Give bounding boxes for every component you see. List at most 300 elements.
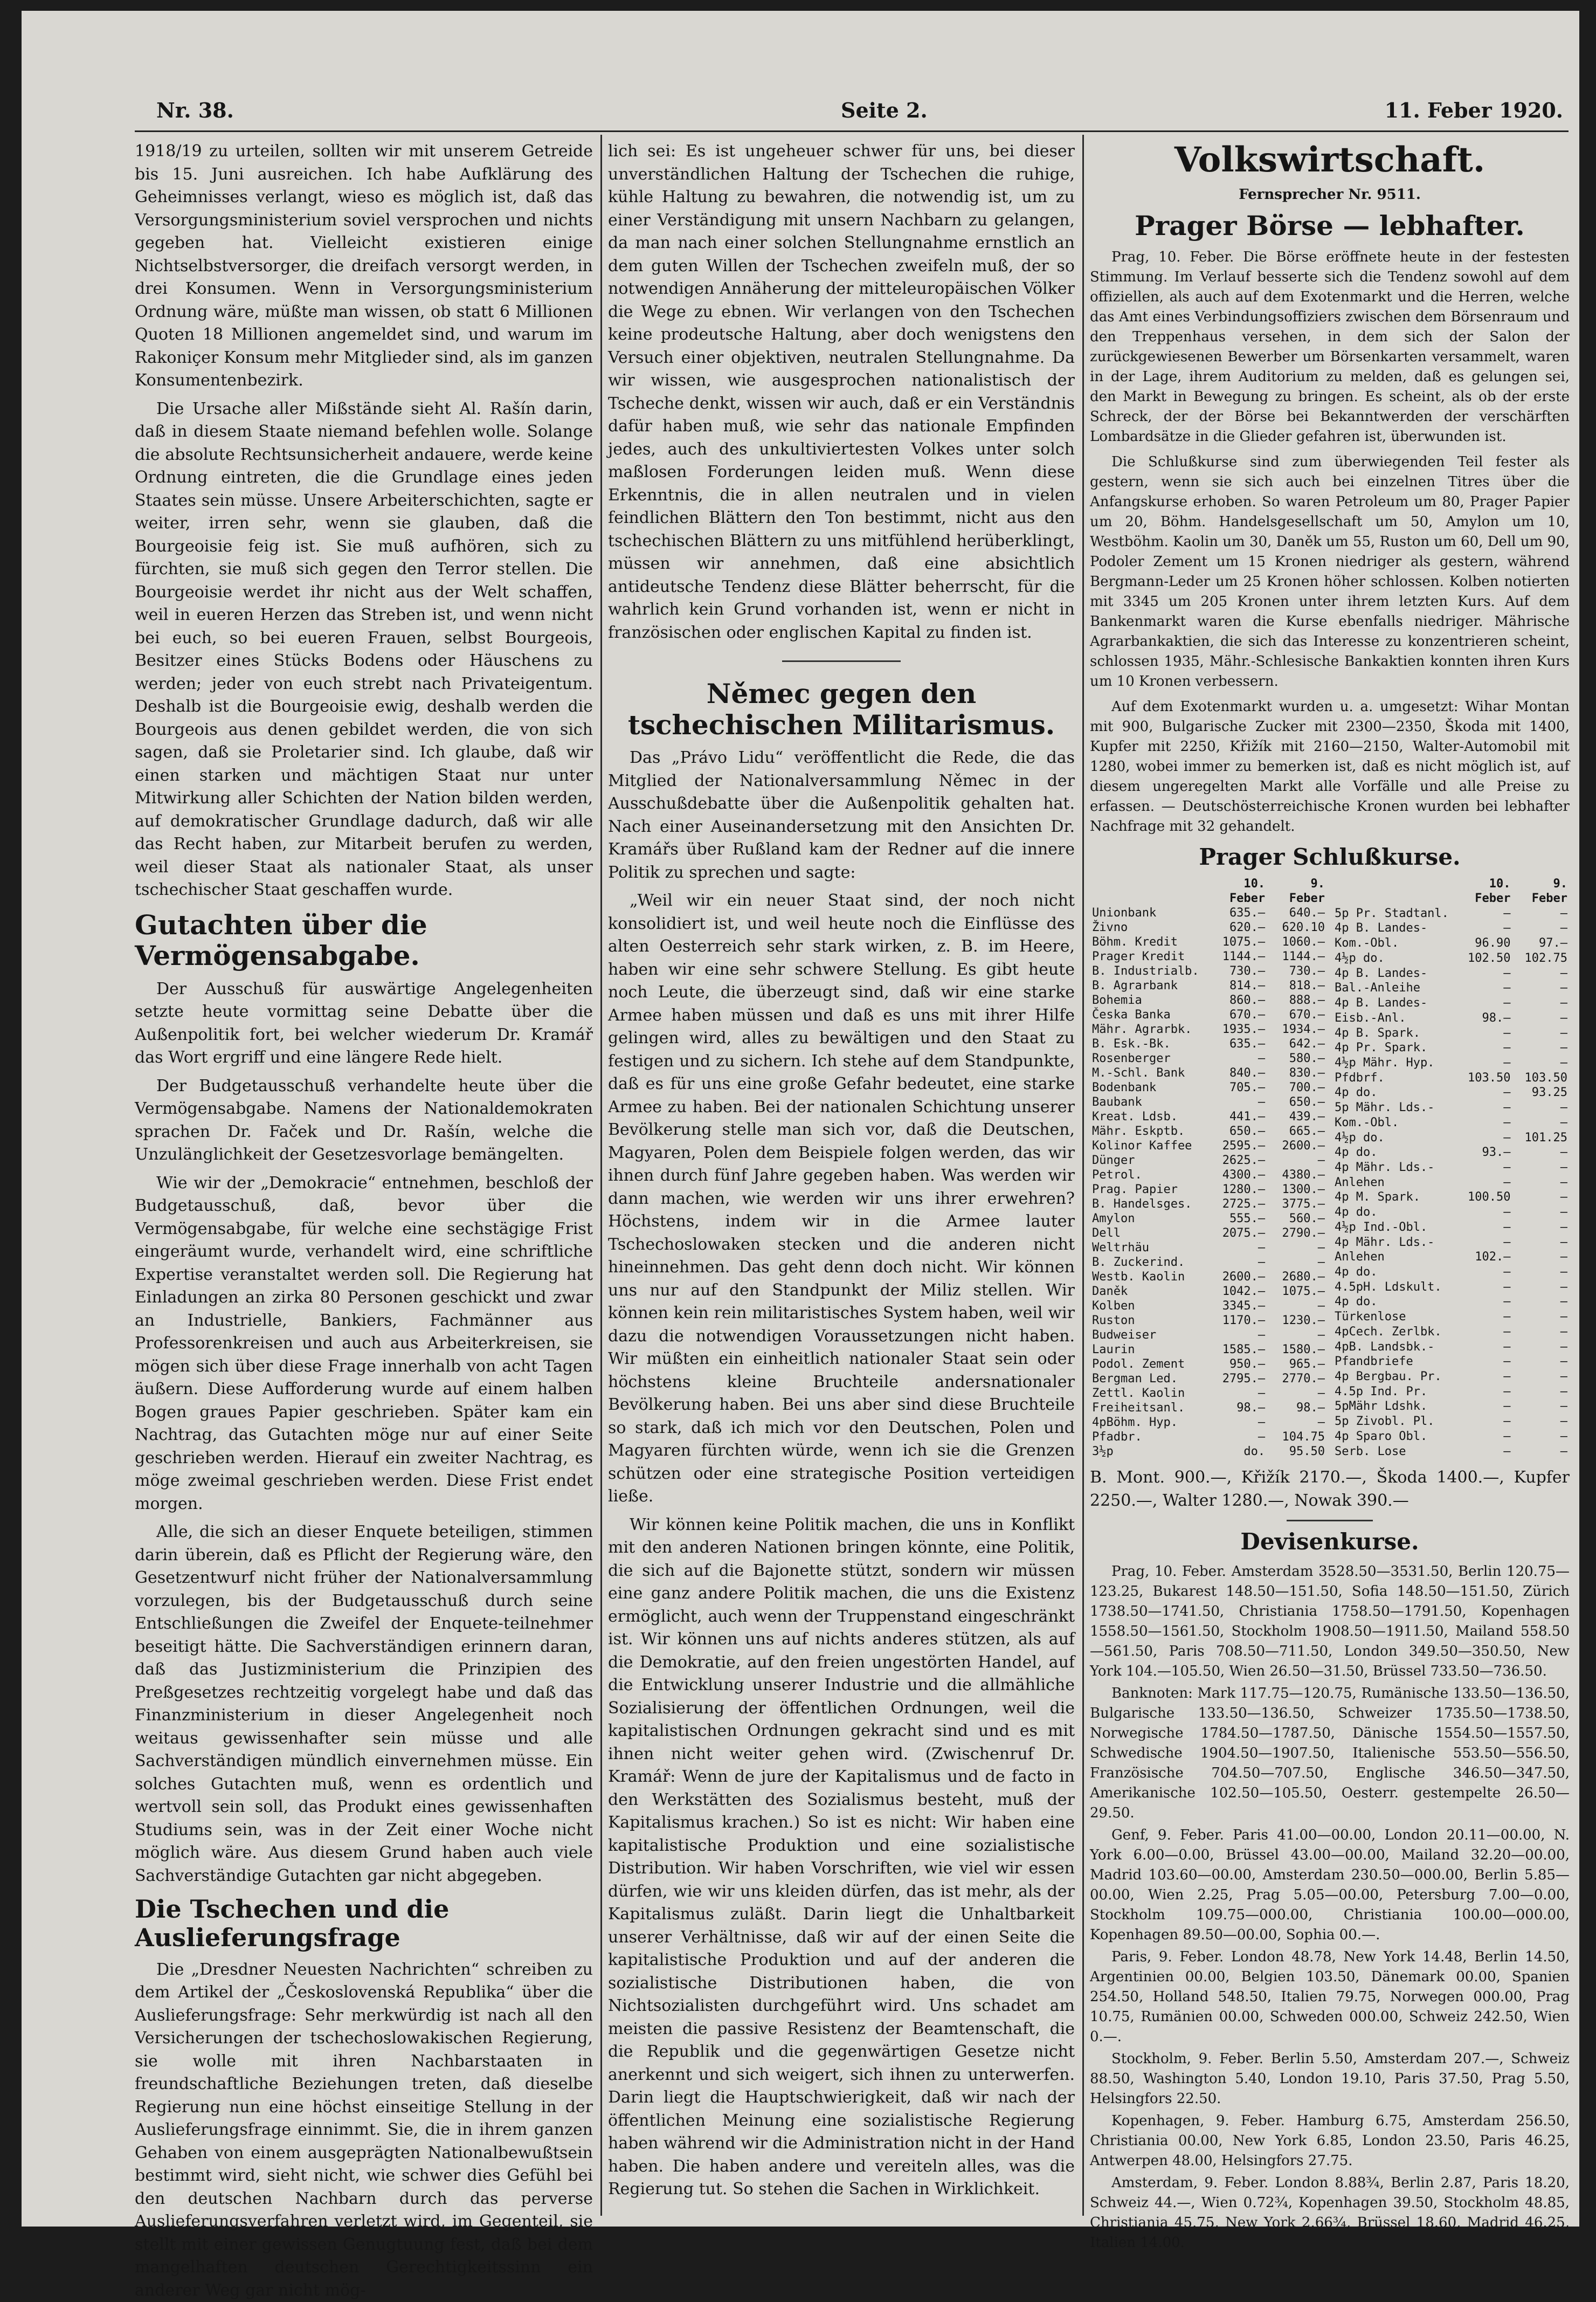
devisen-paragraph: Genf, 9. Feber. Paris 41.00—00.00, London 20.11—00.00, N. York 6.00—0.00, Brüssel 43.00—00.00, Mailand 32.20—00.00, Madrid 103.60—00.00, Amsterdam 230.50—000.00, Berlin 5.85—00.00, Wien 2.25, Prag 5.05—00.00, Petersburg 7.00—0.00, Stockholm 109.75—000.00, Christiania 100.00—000.00, Kopenhagen 89.50—00.00, Sophia 00.—. [1090, 1827, 1570, 1943]
table-row [1090, 1270, 1327, 1284]
security-name: Pfdbrf. [1335, 1071, 1385, 1085]
quote-value: 705.— [1229, 1081, 1266, 1095]
security-name: 4pBöhm. Hyp. [1092, 1416, 1178, 1430]
quote-value: — [1317, 1387, 1325, 1401]
security-name: Westb. Kaolin [1092, 1270, 1185, 1284]
security-name: 4pCech. Zerlbk. [1335, 1325, 1442, 1339]
quote-value: 104.75 [1282, 1430, 1325, 1444]
quote-value: 950.— [1229, 1357, 1266, 1371]
quote-value: 635.— [1229, 1037, 1266, 1051]
quote-value: — [1503, 1220, 1511, 1234]
quote-value: — [1317, 1328, 1325, 1342]
table-row [1090, 1430, 1327, 1444]
quote-value: — [1317, 1416, 1325, 1430]
quote-value: — [1560, 1011, 1567, 1025]
table-row [1332, 921, 1570, 936]
col2-paragraph: Das „Právo Lidu“ veröffentlicht die Rede, die das Mitglied der Nationalversammlung Němec in der Ausschußdebatte über die Außenpolitik gehalten hat. Nach einer Auseinandersetzung mit den Ansichten Dr. Kramářs über Rußland kam der Redner auf die innere Politik zu sprechen und sagte: [608, 748, 1075, 882]
quote-value: — [1560, 1400, 1567, 1414]
quote-value: — [1503, 1340, 1511, 1354]
table-row [1332, 1205, 1570, 1220]
quote-value: — [1503, 1101, 1511, 1115]
quote-value: 439.— [1289, 1110, 1325, 1124]
table-header: 10. Feber [1229, 877, 1266, 906]
table-row [1332, 1369, 1570, 1384]
quote-value: — [1503, 1205, 1511, 1219]
quote-value: — [1560, 1370, 1567, 1384]
security-name: Dell [1092, 1226, 1121, 1240]
quote-value: 1935.— [1222, 1023, 1266, 1037]
quote-value: 840.— [1229, 1066, 1266, 1080]
security-name: Kom.-Obl. [1335, 936, 1399, 950]
security-name: Podol. Zement [1092, 1357, 1185, 1371]
quote-value: — [1317, 1256, 1325, 1270]
devisen-paragraph: Prag, 10. Feber. Amsterdam 3528.50—3531.50, Berlin 120.75—123.25, Bukarest 148.50—151.50, Sofia 148.50—151.50, Zürich 1738.50—1741.50, Christiania 1758.50—1791.50, Kopenhagen 1558.50—1561.50, Stockholm 1908.50—1911.50, Mailand 558.50—561.50, Paris 708.50—711.50, London 349.50—350.50, New York 104.—105.50, Wien 26.50—31.50, Brüssel 733.50—736.50. [1090, 1563, 1570, 1679]
table-row [1332, 966, 1570, 981]
quote-value: 101.25 [1524, 1131, 1567, 1145]
quote-value: 2595.— [1222, 1139, 1266, 1153]
table-row [1090, 1415, 1327, 1430]
security-name: 4.5pH. Ldskult. [1335, 1280, 1442, 1294]
security-name: Pfadbr. [1092, 1430, 1142, 1444]
quote-value: 100.50 [1467, 1190, 1511, 1204]
table-row [1090, 1051, 1327, 1066]
col3-paragraph: Auf dem Exotenmarkt wurden u. a. umgesetzt: Wihar Montan mit 900, Bulgarische Zucker mit 2300—2350, Škoda mit 1400, Kupfer mit 2250, Křižík mit 2160—2150, Walter-Automobil mit 1280, wobei immer zu bemerken ist, daß es nicht möglich ist, auf diesem ungeregelten Markt alle Vorfälle und alle Preise zu erfassen. — Deutschösterreichische Kronen wurden bei lebhafter Nachfrage mit 32 gehandelt. [1090, 699, 1570, 835]
quote-value: 2725.— [1222, 1197, 1266, 1211]
quote-value: 650.— [1289, 1095, 1325, 1109]
table-row [1090, 906, 1327, 920]
security-name: Anlehen [1335, 1175, 1385, 1189]
quote-value: 1075.— [1222, 935, 1266, 949]
section-heading-volkswirtschaft: Volkswirtschaft. [1174, 140, 1486, 180]
security-name: 4p B. Landes- [1335, 996, 1428, 1010]
table-row [1090, 1357, 1327, 1371]
table-row [1090, 1153, 1327, 1168]
quote-value: 1300.— [1282, 1183, 1325, 1197]
quote-value: — [1560, 906, 1567, 920]
col1-paragraph: Alle, die sich an dieser Enquete beteiligen, stimmen darin überein, daß es Pflicht der Regierung wäre, den Gesetzentwurf nicht früher der Nationalversammlung vorzulegen, bis der Budgetausschuß durch seine Entschließungen die Zweifel der Enquete-teilnehmer beseitigt hätte. Die Sachverständigen erinnern daran, daß das Justizministerium die Prinzipien des Preßgesetzes rechtzeitig vorgelegt habe und daß das Finanzministerium in dieser Angelegenheit noch weitaus gewissenhafter sein müsse und alle Sachverständigen mündlich einvernehmen müsse. Ein solches Gutachten muß, wenn es ordentlich und wertvoll sein soll, das Produkt eines gewissenhaften Studiums sein, was in der Zeit einer Woche nicht möglich wäre. Aus diesem Grund haben auch viele Sachverständige Gutachten gar nicht abgegeben. [135, 1522, 593, 1885]
table-row [1332, 1294, 1570, 1309]
security-name: Ruston [1092, 1314, 1135, 1328]
table-row [1332, 1265, 1570, 1280]
table-row [1090, 1386, 1327, 1401]
quote-value: — [1503, 1295, 1511, 1309]
quote-value: do. [1243, 1445, 1266, 1459]
security-name: 4p B. Landes- [1335, 921, 1428, 935]
table-row [1332, 1100, 1570, 1115]
security-name: Kolben [1092, 1299, 1135, 1313]
table-row [1090, 1342, 1327, 1357]
quote-value: — [1258, 1416, 1266, 1430]
quote-value: 640.— [1289, 906, 1325, 920]
col2-paragraph: Wir können keine Politik machen, die uns in Konflikt mit den anderen Nationen bringen könnte, eine Politik, die sich auf die Bajonette stützt, sondern wir müssen eine ganz andere Politik machen, die uns die Existenz ermöglicht, auch wenn der Truppenstand eingeschränkt ist. Wir können uns auf nichts anderes stützen, als auf die Demokratie, auf den freien ungestörten Handel, auf die Entwicklung unserer Industrie und die allmähliche Sozialisierung der öffentlichen Ordnungen, weil die kapitalistischen Ordnungen gekracht sind und es mit ihnen nicht weiter gehen wird. (Zwischenruf Dr. Kramář: Wenn de jure der Kapitalismus und de facto in den Werkstätten des Sozialismus besteht, muß der Kapitalismus krachen.) So ist es nicht: Wir haben eine kapitalistische Produktion und eine sozialistische Distribution. Wir haben Vorschriften, wie viel wir essen dürfen, wie wir uns kleiden dürfen, das ist mehr, als der Kapitalismus zuläßt. Darin liegt die Unhaltbarkeit unserer Verhältnisse, daß wir auf der einen Seite die kapitalistische Produktion und auf der anderen die sozialistische Distributionen haben, die von Nichtsozialisten durchgeführt wird. Uns schadet am meisten die passive Resistenz der Beamtenschaft, die die Republik und die gegenwärtigen Gesetze nicht anerkennt und sich weigert, sich ihnen zu unterwerfen. Darin liegt die Hauptschwierigkeit, daß wir nach der öffentlichen Meinung eine sozialistische Regierung haben während wir die Administration nicht in der Hand haben. Die haben andere und vereiteln alles, was die Regierung tut. So stehen die Sachen in Wirklichkeit. [608, 1515, 1075, 2198]
col3-paragraph: Prag, 10. Feber. Die Börse eröffnete heute in der festesten Stimmung. Im Verlauf besserte sich die Tendenz sowohl auf dem offiziellen, als auch auf dem Exotenmarkt und die Herren, welche das Amt eines Verbindungsoffiziers zwischen dem Börsenraum und den Treppenhaus versehen, in dem sich der Salon der zurückgewiesenen Bewerber um Börsenkarten versammelt, waren in der Lage, ihrem Auditorium zu melden, daß es gelungen sei, den Markt in Bewegung zu bringen. Es scheint, als ob der erste Schreck, der der Börse bei Bekanntwerden der verschärften Lombardsätze in die Glieder gefahren ist, überwunden ist. [1090, 249, 1570, 445]
security-name: 4p B. Landes- [1335, 966, 1428, 980]
table-row [1332, 1219, 1570, 1235]
security-name: 4½p do. [1335, 1131, 1385, 1145]
security-name: Prager Kredit [1092, 950, 1185, 964]
quote-value: — [1560, 1146, 1567, 1160]
table-row [1332, 1115, 1570, 1130]
quote-value: — [1503, 981, 1511, 995]
quote-value: 96.90 [1475, 936, 1511, 950]
col1-paragraph: Der Ausschuß für auswärtige Angelegenheiten setzte heute vormittag seine Debatte über die Außenpolitik fort, bei welcher wiederum Dr. Kramář das Wort ergriff und eine längere Rede hielt. [135, 979, 593, 1067]
quote-value: — [1503, 1384, 1511, 1398]
quote-value: — [1503, 1131, 1511, 1145]
table-row [1090, 1109, 1327, 1124]
security-name: Baubank [1092, 1095, 1142, 1109]
quote-value: 98.— [1236, 1401, 1266, 1415]
table-header: 9. Feber [1531, 877, 1567, 906]
security-name: 4p M. Spark. [1335, 1190, 1420, 1204]
table-row [1332, 1354, 1570, 1369]
quote-value: 98.— [1296, 1401, 1325, 1415]
quote-value: — [1503, 1444, 1511, 1458]
quote-value: 93.— [1482, 1146, 1511, 1160]
security-name: Dünger [1092, 1154, 1135, 1168]
column-1 [135, 140, 593, 2300]
quote-value: — [1258, 1430, 1266, 1444]
quote-value: — [1503, 906, 1511, 920]
table-row [1332, 1175, 1570, 1190]
col1-paragraph: Die Ursache aller Mißstände sieht Al. Rašín darin, daß in diesem Staate niemand befehlen wolle. Solange die absolute Rechtsunsicherheit andauere, werde keine Ordnung eintreten, die die Grundlage eines jeden Staates sein müsse. Unsere Arbeiterschichten, sagte er weiter, irren sehr, wenn sie glauben, daß die Bourgeoisie feig ist. Sie muß aufhören, sich zu fürchten, sie muß sich gegen den Terror stellen. Die Bourgeoisie werdet ihr nicht aus der Welt schaffen, weil in eueren Herzen das Streben ist, und wenn nicht bei euch, so bei eueren Frauen, selbst Bourgeois, Besitzer eines Stücks Bodens oder Häuschens zu werden; jeder von euch strebt nach Privateigentum. Deshalb ist die Bourgeoisie ewig, deshalb werden die Bourgeois aus denen gebildet werden, die von sich sagen, daß sie Proletarier sind. Ich glaube, daß wir einen starken und mächtigen Staat nur unter Mitwirkung aller Schichten der Nation bilden werden, auf demokratischer Grundlage dadurch, daß wir alle das Recht haben, zur Mitarbeit berufen zu werden, weil dieser Staat als nationaler Staat, als unser tschechischer Staat geschaffen wurde. [135, 399, 593, 899]
table-row [1332, 981, 1570, 996]
security-name: Bohemia [1092, 994, 1142, 1008]
table-row [1090, 1444, 1327, 1459]
security-name: Türkenlose [1335, 1310, 1406, 1324]
quote-value: 93.25 [1531, 1086, 1567, 1100]
quote-value: — [1560, 1101, 1567, 1115]
quote-value: — [1317, 1241, 1325, 1255]
table-row [1090, 1299, 1327, 1313]
quote-value: 2625.— [1222, 1154, 1266, 1168]
quote-value: — [1503, 1310, 1511, 1324]
devisen-paragraph: Banknoten: Mark 117.75—120.75, Rumänische 133.50—136.50, Bulgarische 133.50—136.50, Schweizer 1735.50—1738.50, Norwegische 1784.50—1787.50, Dänische 1554.50—1557.50, Schwedische 1904.50—1907.50, Italienische 553.50—556.50, Französische 704.50—707.50, Englische 346.50—347.50, Amerikanische 102.50—105.50, Oesterr. gestempelte 26.50—29.50. [1090, 1685, 1570, 1821]
table-row [1332, 1010, 1570, 1025]
quote-value: — [1503, 1429, 1511, 1443]
security-name: Bal.-Anleihe [1335, 981, 1420, 995]
quote-value: 1230.— [1282, 1314, 1325, 1328]
security-name: Pfandbriefe [1335, 1355, 1413, 1369]
quote-value: — [1560, 966, 1567, 980]
quote-value: 965.— [1289, 1357, 1325, 1371]
quotes-table-left [1090, 877, 1327, 1459]
security-name: Freiheitsanl. [1092, 1401, 1185, 1415]
quote-value: — [1560, 1295, 1567, 1309]
security-name: Mähr. Agrarbk. [1092, 1023, 1192, 1037]
security-name: Živno [1092, 921, 1128, 935]
issue-number: Nr. 38. [156, 98, 234, 122]
table-row [1090, 1401, 1327, 1415]
quote-value: 2600.— [1222, 1270, 1266, 1284]
quote-value: 665.— [1289, 1125, 1325, 1139]
table-row [1332, 996, 1570, 1011]
security-name: 5p Zivobl. Pl. [1335, 1415, 1435, 1429]
quote-value: 1144.— [1282, 950, 1325, 964]
quotes-table-right [1332, 877, 1570, 1459]
security-name: 3½p [1092, 1445, 1114, 1459]
security-name: 4½p Ind.-Obl. [1335, 1220, 1428, 1234]
quote-value: — [1503, 1026, 1511, 1040]
quote-value: — [1560, 1205, 1567, 1219]
security-name: B. Agrarbank [1092, 979, 1178, 993]
header-rule [135, 130, 1569, 132]
quote-value: 1934.— [1282, 1023, 1325, 1037]
table-row [1332, 1235, 1570, 1250]
quote-value: — [1560, 1056, 1567, 1070]
security-name: 4p Sparo Obl. [1335, 1429, 1428, 1443]
article-heading-nemec: Němec gegen den tschechischen Militarismus. [627, 678, 1055, 741]
table-row [1090, 1095, 1327, 1109]
security-name: Amylon [1092, 1212, 1135, 1226]
quote-value: 1042.— [1222, 1285, 1266, 1299]
col3-paragraph: Die Schlußkurse sind zum überwiegenden Teil fester als gestern, wenn sie sich auch bei einzelnen Titres über die Anfangskurse erhoben. So waren Petroleum um 80, Prager Papier um 20, Böhm. Handelsgesellschaft um 50, Amylon um 10, Westböhm. Kaolin um 30, Daněk um 55, Ruston um 60, Dell um 90, Podoler Zement um 15 Kronen niedriger als gestern, während Bergmann-Leder um 25 Kronen höher schlossen. Kolben notierten mit 3345 um 205 Kronen unter ihrem letzten Kurs. Auf dem Bankenmarkt waren die Kurse ebenfalls niedriger. Mährische Agrarbankaktien, die sich das Interesse zu konzentrieren scheint, schlossen 1935, Mähr.-Schlesische Bankaktien konnten ihren Kurs um 10 Kronen verbessern. [1090, 454, 1570, 690]
quote-value: — [1258, 1256, 1266, 1270]
table-row [1332, 1414, 1570, 1429]
table-row [1090, 1226, 1327, 1240]
quote-value: 642.— [1289, 1037, 1325, 1051]
quote-value: 4380.— [1282, 1168, 1325, 1182]
article-separator [782, 660, 901, 662]
quote-value: — [1560, 1190, 1567, 1204]
security-name: 4p Pr. Spark. [1335, 1041, 1428, 1055]
article-heading-gutachten: Gutachten über die Vermögensabgabe. [135, 908, 427, 971]
security-name: 4p do. [1335, 1295, 1378, 1309]
quote-value: — [1560, 1384, 1567, 1398]
security-name: Kom.-Obl. [1335, 1115, 1399, 1129]
column-2 [608, 140, 1075, 2221]
table-row [1090, 1182, 1327, 1197]
quote-value: — [1560, 1265, 1567, 1279]
table-row [1332, 1339, 1570, 1354]
table-header [1090, 877, 1201, 906]
quote-value: — [1560, 1280, 1567, 1294]
security-name: 4p Mähr. Lds.- [1335, 1235, 1435, 1249]
quote-value: — [1560, 1429, 1567, 1443]
quote-value: 103.50 [1524, 1071, 1567, 1085]
table-row [1090, 993, 1327, 1008]
security-name: Unionbank [1092, 906, 1157, 920]
column-rule-1 [600, 135, 602, 2216]
quote-value: — [1503, 1415, 1511, 1429]
security-name: M.-Schl. Bank [1092, 1066, 1185, 1080]
quote-value: — [1503, 1370, 1511, 1384]
quote-value: 2790.— [1282, 1226, 1325, 1240]
quote-value: — [1560, 1026, 1567, 1040]
table-row [1332, 1160, 1570, 1175]
col1-paragraph: Die „Dresdner Neuesten Nachrichten“ schreiben zu dem Artikel der „Československá Republika“ über die Auslieferungsfrage: Sehr merkwürdig ist nach all den Versicherungen der tschechoslowakischen Regierung, sie wolle mit ihren Nachbarstaaten in freundschaftliche Beziehungen treten, daß dieselbe Regierung nun eine höchst einseitige Stellung in der Auslieferungsfrage einnimmt. Sie, die in ihrem ganzen Gehaben von einem ausgeprägten Nationalbewußtsein bestimmt wird, sieht nicht, wie schwer dies Gefühl bei den deutschen Nachbarn durch das perverse Auslieferungsverfahren verletzt wird, im Gegenteil, sie stellt mit einer gewissen Genugtuung fest, daß bei dem mangelhaften deutschen Gerechtigkeitssinn ein anderer Weg gar nicht mög- [135, 1960, 593, 2300]
table-row [1332, 1145, 1570, 1160]
quote-value: 700.— [1289, 1081, 1325, 1095]
table-row [1090, 964, 1327, 978]
quote-value: 1585.— [1222, 1343, 1266, 1357]
quote-value: — [1560, 921, 1567, 935]
table-row [1090, 1124, 1327, 1139]
devisen-paragraph: Stockholm, 9. Feber. Berlin 5.50, Amsterdam 207.—, Schweiz 88.50, Washington 5.40, London 19.10, Paris 37.50, Prag 5.50, Helsingfors 22.50. [1090, 2050, 1570, 2107]
table-row [1332, 1309, 1570, 1325]
quote-value: — [1503, 1235, 1511, 1249]
table-row [1090, 1080, 1327, 1095]
column-rule-2 [1082, 135, 1084, 2216]
quote-value: 860.— [1229, 994, 1266, 1008]
quote-value: 102.— [1475, 1250, 1511, 1264]
table-row [1332, 1384, 1570, 1399]
quote-value: 95.50 [1289, 1445, 1325, 1459]
quote-value: — [1560, 996, 1567, 1010]
quote-value: — [1560, 1325, 1567, 1339]
quote-value: 650.— [1229, 1125, 1266, 1139]
table-row [1332, 1070, 1570, 1085]
table-row [1332, 1085, 1570, 1100]
quote-value: — [1503, 1041, 1511, 1055]
table-row [1090, 935, 1327, 949]
quote-value: — [1503, 1175, 1511, 1189]
quote-value: 2680.— [1282, 1270, 1325, 1284]
quote-value: 670.— [1289, 1008, 1325, 1022]
page-header [135, 92, 1569, 129]
table-row [1090, 978, 1327, 993]
quotes-tables [1090, 877, 1570, 1459]
quote-value: — [1560, 1041, 1567, 1055]
security-name: Petrol. [1092, 1168, 1142, 1182]
quote-value: — [1560, 981, 1567, 995]
article-heading-boerse: Prager Börse — lebhafter. [1135, 209, 1525, 242]
quote-value: — [1503, 1086, 1511, 1100]
devisen-paragraph: Amsterdam, 9. Feber. London 8.88¾, Berlin 2.87, Paris 18.20, Schweiz 44.—, Wien 0.72¾, Kopenhagen 39.50, Stockholm 48.85, Christiania 45.75, New York 2.66¾, Brüssel 18.60, Madrid 46.25, Italien 14.00. [1090, 2174, 1570, 2251]
quote-value: — [1258, 1052, 1266, 1066]
article-heading-auslieferung: Die Tschechen und die Auslieferungsfrage [135, 1894, 450, 1952]
quote-value: 888.— [1289, 994, 1325, 1008]
quote-value: — [1560, 1175, 1567, 1189]
security-name: Bodenbank [1092, 1081, 1157, 1095]
quote-value: 635.— [1229, 906, 1266, 920]
table-row [1332, 1399, 1570, 1414]
issue-date: 11. Feber 1920. [1384, 98, 1563, 122]
quote-value: — [1503, 1115, 1511, 1129]
article-heading-devisen: Devisenkurse. [1240, 1528, 1419, 1555]
table-row [1332, 1056, 1570, 1071]
security-name: 4½p Mähr. Hyp. [1335, 1056, 1435, 1070]
quote-value: — [1560, 1235, 1567, 1249]
table-row [1332, 951, 1570, 966]
quote-value: — [1258, 1241, 1266, 1255]
devisen-paragraph: Paris, 9. Feber. London 48.78, New York 14.48, Berlin 14.50, Argentinien 00.00, Belgien 103.50, Dänemark 00.00, Spanien 254.50, Holland 548.50, Italien 79.75, Norwegen 000.00, Prag 10.75, Rumänien 00.00, Schweden 000.00, Schweiz 242.50, Wien 0.—. [1090, 1948, 1570, 2045]
phone-line: Fernsprecher Nr. 9511. [1239, 186, 1421, 203]
security-name: Mähr. Eskptb. [1092, 1125, 1185, 1139]
security-name: 4p do. [1335, 1205, 1378, 1219]
table-row [1090, 1313, 1327, 1328]
quote-value: — [1503, 1355, 1511, 1369]
quote-value: 620.10 [1282, 921, 1325, 935]
quote-value: 1144.— [1222, 950, 1266, 964]
quote-value: — [1258, 1328, 1266, 1342]
security-name: Böhm. Kredit [1092, 935, 1178, 949]
quote-value: 555.— [1229, 1212, 1266, 1226]
table-header: 10. Feber [1475, 877, 1511, 906]
quote-value: 4300.— [1222, 1168, 1266, 1182]
security-name: Eisb.-Anl. [1335, 1011, 1406, 1025]
table-row [1332, 1279, 1570, 1294]
security-name: Anlehen [1335, 1250, 1385, 1264]
security-name: Zettl. Kaolin [1092, 1387, 1185, 1401]
quote-value: 620.— [1229, 921, 1266, 935]
column-3 [1090, 140, 1570, 2251]
table-row [1090, 1066, 1327, 1080]
security-name: Budweiser [1092, 1328, 1157, 1342]
table-row [1090, 1022, 1327, 1037]
quote-value: — [1503, 966, 1511, 980]
security-name: 4p Mähr. Lds.- [1335, 1160, 1435, 1174]
quote-value: 102.50 [1467, 951, 1511, 965]
exoten-summary: B. Mont. 900.—, Křižík 2170.—, Škoda 1400.—, Kupfer 2250.—, Walter 1280.—, Nowak 390.— [1090, 1468, 1570, 1510]
quote-value: 102.75 [1524, 951, 1567, 965]
quote-value: 441.— [1229, 1110, 1266, 1124]
security-name: Česka Banka [1092, 1008, 1171, 1022]
devisen-list [1090, 1562, 1570, 2253]
security-name: 5pMähr Ldshk. [1335, 1400, 1428, 1414]
security-name: 4p do. [1335, 1086, 1378, 1100]
security-name: Kolinor Kaffee [1092, 1139, 1192, 1153]
security-name: Laurin [1092, 1343, 1135, 1357]
article-separator [1287, 1520, 1373, 1521]
table-row [1090, 920, 1327, 935]
table-row [1090, 949, 1327, 964]
quote-value: 1060.— [1282, 935, 1325, 949]
quote-value: 814.— [1229, 979, 1266, 993]
security-name: B. Handelsges. [1092, 1197, 1192, 1211]
page-number: Seite 2. [841, 98, 928, 122]
table-row [1090, 1255, 1327, 1270]
quote-value: — [1503, 1265, 1511, 1279]
quote-value: 3345.— [1222, 1299, 1266, 1313]
quote-value: — [1560, 1115, 1567, 1129]
quote-value: — [1503, 1400, 1511, 1414]
table-row [1090, 1168, 1327, 1182]
security-name: Prag. Papier [1092, 1183, 1178, 1197]
quote-value: 580.— [1289, 1052, 1325, 1066]
table-row [1332, 1325, 1570, 1340]
table-row [1090, 1037, 1327, 1051]
quote-value: — [1503, 1160, 1511, 1174]
quote-value: 1580.— [1282, 1343, 1325, 1357]
col1-paragraph: Wie wir der „Demokracie“ entnehmen, beschloß der Budgetausschuß, daß, bevor über die Vermögensabgabe, für welche eine sechstägige Frist eingeräumt wurde, verhandelt wird, eine schriftliche Expertise veranstaltet werden soll. Die Regierung hat Einladungen an zirka 80 Personen geschickt und zwar an Industrielle, Bankiers, Fachmänner aus Professorenkreisen und auch aus Arbeiterkreisen, sie mögen sich über diese Frage innerhalb von acht Tagen äußern. Diese Aufforderung wurde auf einem halben Bogen graues Papier geschrieben. Später kam ein Nachtrag, das Gutachten möge nur auf einer Seite geschrieben werden. Hierauf ein zweiter Nachtrag, es möge zweimal geschrieben werden. Diese Frist endet morgen. [135, 1173, 593, 1513]
quote-value: 2075.— [1222, 1226, 1266, 1240]
table-row [1332, 1429, 1570, 1444]
quote-value: — [1560, 1415, 1567, 1429]
quote-value: 1170.— [1222, 1314, 1266, 1328]
security-name: 4½p do. [1335, 951, 1385, 965]
table-row [1090, 1328, 1327, 1342]
security-name: 4p Bergbau. Pr. [1335, 1370, 1442, 1384]
table-row [1332, 1190, 1570, 1205]
security-name: 4p do. [1335, 1146, 1378, 1160]
quote-value: — [1258, 1387, 1266, 1401]
table-row [1332, 1040, 1570, 1056]
quote-value: 730.— [1229, 964, 1266, 978]
quote-value: 818.— [1289, 979, 1325, 993]
table-row [1332, 1025, 1570, 1040]
quote-value: — [1560, 1340, 1567, 1354]
security-name: 4p B. Spark. [1335, 1026, 1420, 1040]
col1-paragraph: 1918/19 zu urteilen, sollten wir mit unserem Getreide bis 15. Juni ausreichen. Ich habe Aufklärung des Geheimnisses verlangt, wieso es möglich ist, daß das Versorgungsministerium soviel versprochen und nichts gegeben hat. Vielleicht existieren einige Nichtselbstversorger, die dreifach versorgt werden, in drei Konsumen. Wenn in Versorgungsministerium Ordnung wäre, müßte man wissen, ob statt 6 Millionen Quoten 18 Millionen angemeldet sind, und warum im Rakoniçer Konsum mehr Mitglieder sind, als im ganzen Konsumentenbezirk. [135, 142, 593, 390]
quote-value: 560.— [1289, 1212, 1325, 1226]
col2-paragraph: „Weil wir ein neuer Staat sind, der noch nicht konsolidiert ist, und weil heute noch die Einflüsse des alten Oesterreich sehr stark wirken, z. B. im Heere, haben wir eine sehr schwere Stellung. Es gibt heute noch Leute, die überzeugt sind, daß wir eine starke Armee haben müssen und daß es uns mit ihrer Hilfe gelingen wird, alles zu bewältigen und den Staat zu festigen und zu sichern. Ich stehe auf dem Standpunkte, daß es für uns eine große Gefahr bedeutet, eine starke Armee zu haben. Bei der nationalen Schichtung unserer Bevölkerung stelle man sich vor, daß die Deutschen, Magyaren, Polen dem Beispiele folgen werden, das wir ihnen durch fünf Jahre gegeben haben. Was werden wir dann machen, wie werden wir uns ihrer erwehren? Höchstens, indem wir in die Armee lauter Tschechoslowaken stecken und die anderen nicht hineinnehmen. Das geht denn doch nicht. Wir können uns nur auf den Standpunkt der Miliz stellen. Wir können kein rein militaristisches System haben, weil wir dazu die notwendigen Voraussetzungen nicht haben. Wir müßten ein einheitlich nationaler Staat sein oder höchstens kleine Bruchteile andersnationaler Bevölkerung haben. Bei uns aber sind diese Bruchteile so stark, daß ich mich vor den Deutschen, Polen und Magyaren fürchten würde, wenn ich sie die Grenzen schützen oder eine strategische Position verteidigen ließe. [608, 891, 1075, 1506]
quote-value: 1075.— [1282, 1285, 1325, 1299]
security-name: B. Industrialb. [1092, 964, 1199, 978]
quote-value: — [1560, 1250, 1567, 1264]
table-row [1090, 1139, 1327, 1153]
table-row [1332, 1130, 1570, 1145]
table-row [1332, 1250, 1570, 1265]
